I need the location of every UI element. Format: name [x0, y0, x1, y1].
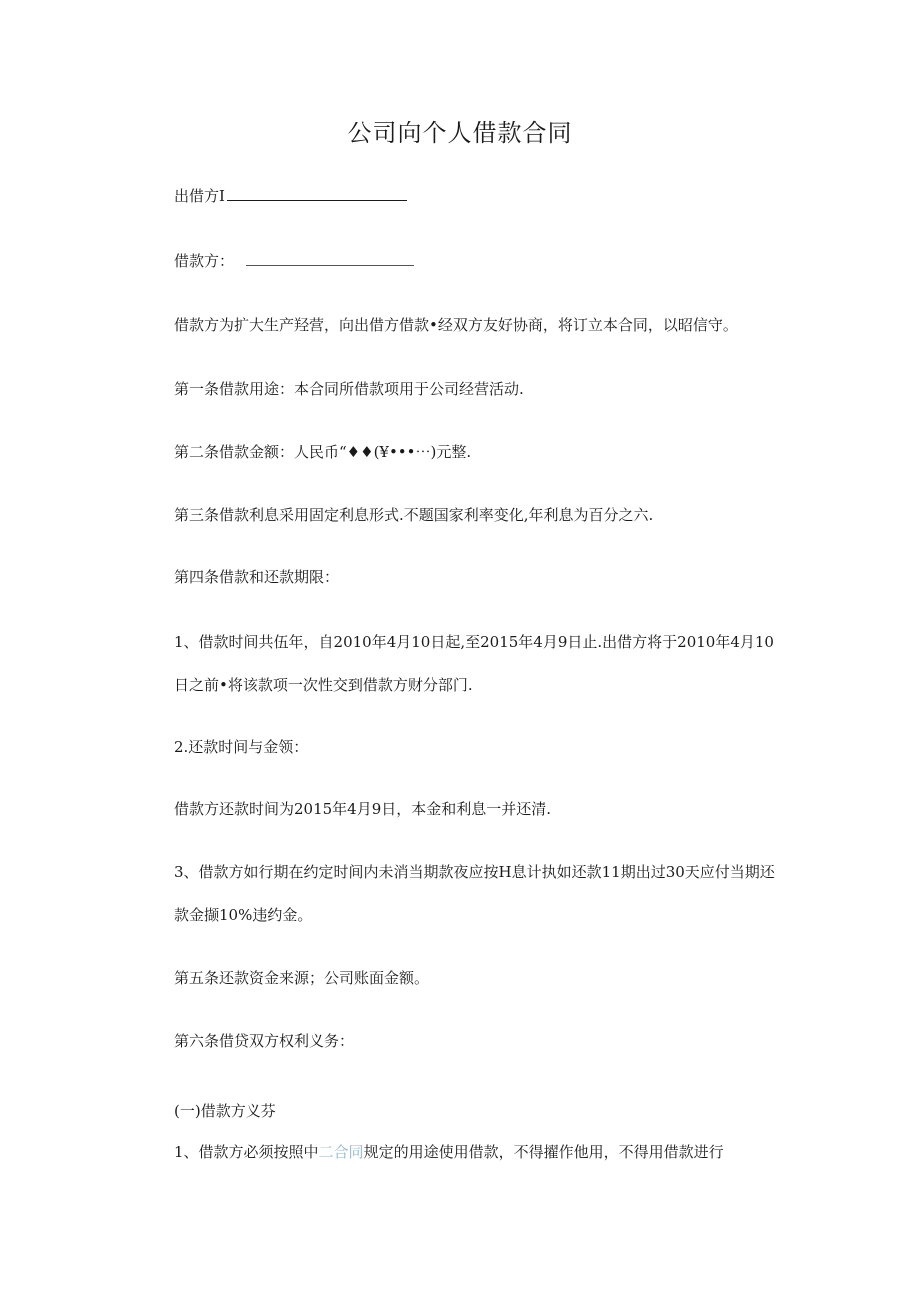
- borrower-line: [174, 251, 414, 271]
- article-2: 第二条借款金额：人民币“♦♦(¥•••⋯)元整.: [174, 443, 472, 461]
- clause-3-line-1: 3、借款方如行期在约定时间内未消当期款夜应按H息计执如还款11期出过30天应付当期还: [174, 863, 775, 881]
- clause-2-text: 借款方还款时间为2015年4月9日，本金和利息一并还清.: [174, 800, 552, 818]
- borrower-label: 借款方：: [174, 252, 235, 270]
- article-5: 第五条还款资金来源；公司账面金额。: [174, 969, 430, 987]
- clause-1-line-2: 日之前•将该款项一次性交到借款方财分部门.: [174, 676, 473, 694]
- intro-paragraph: 借款方为扩大生产羟营，向出借方借款•经双方友好协商，将订立本合同，以昭信守。: [174, 316, 738, 334]
- document-title: 公司向个人借款合同: [347, 119, 573, 147]
- lender-label: 出借方I: [174, 187, 225, 205]
- article-3: 第三条借款利息采用固定利息形式.不题国家利率变化,年利息为百分之六.: [174, 506, 654, 524]
- clause-3-line-2: 款金撷10%违约金。: [174, 906, 313, 924]
- article-1: 第一条借款用途：本合同所借款项用于公司经营活动.: [174, 380, 524, 398]
- lender-blank: [227, 186, 407, 201]
- section-1-item-1-text-a: 1、借款方必须按照中: [174, 1143, 319, 1161]
- borrower-blank: [246, 251, 414, 266]
- contract-reference-link[interactable]: 二合同: [318, 1143, 364, 1161]
- section-1-heading: (一)借款方义芬: [174, 1102, 276, 1120]
- lender-line: [174, 186, 407, 206]
- section-1-item-1-text-b: 规定的用途使用借款，不得擢作他用，不得用借款进行: [363, 1143, 724, 1161]
- clause-1-line-1: 1、借款时间共伍年，自2010年4月10日起,至2015年4月9日止.出借方将于2010年4月10: [174, 633, 774, 651]
- clause-2-heading: 2.还款时间与金领：: [174, 738, 309, 756]
- section-1-item-1: [174, 1142, 724, 1162]
- article-6-heading: 第六条借贷双方权利义务：: [174, 1032, 355, 1050]
- article-4-heading: 第四条借款和还款期限：: [174, 568, 340, 586]
